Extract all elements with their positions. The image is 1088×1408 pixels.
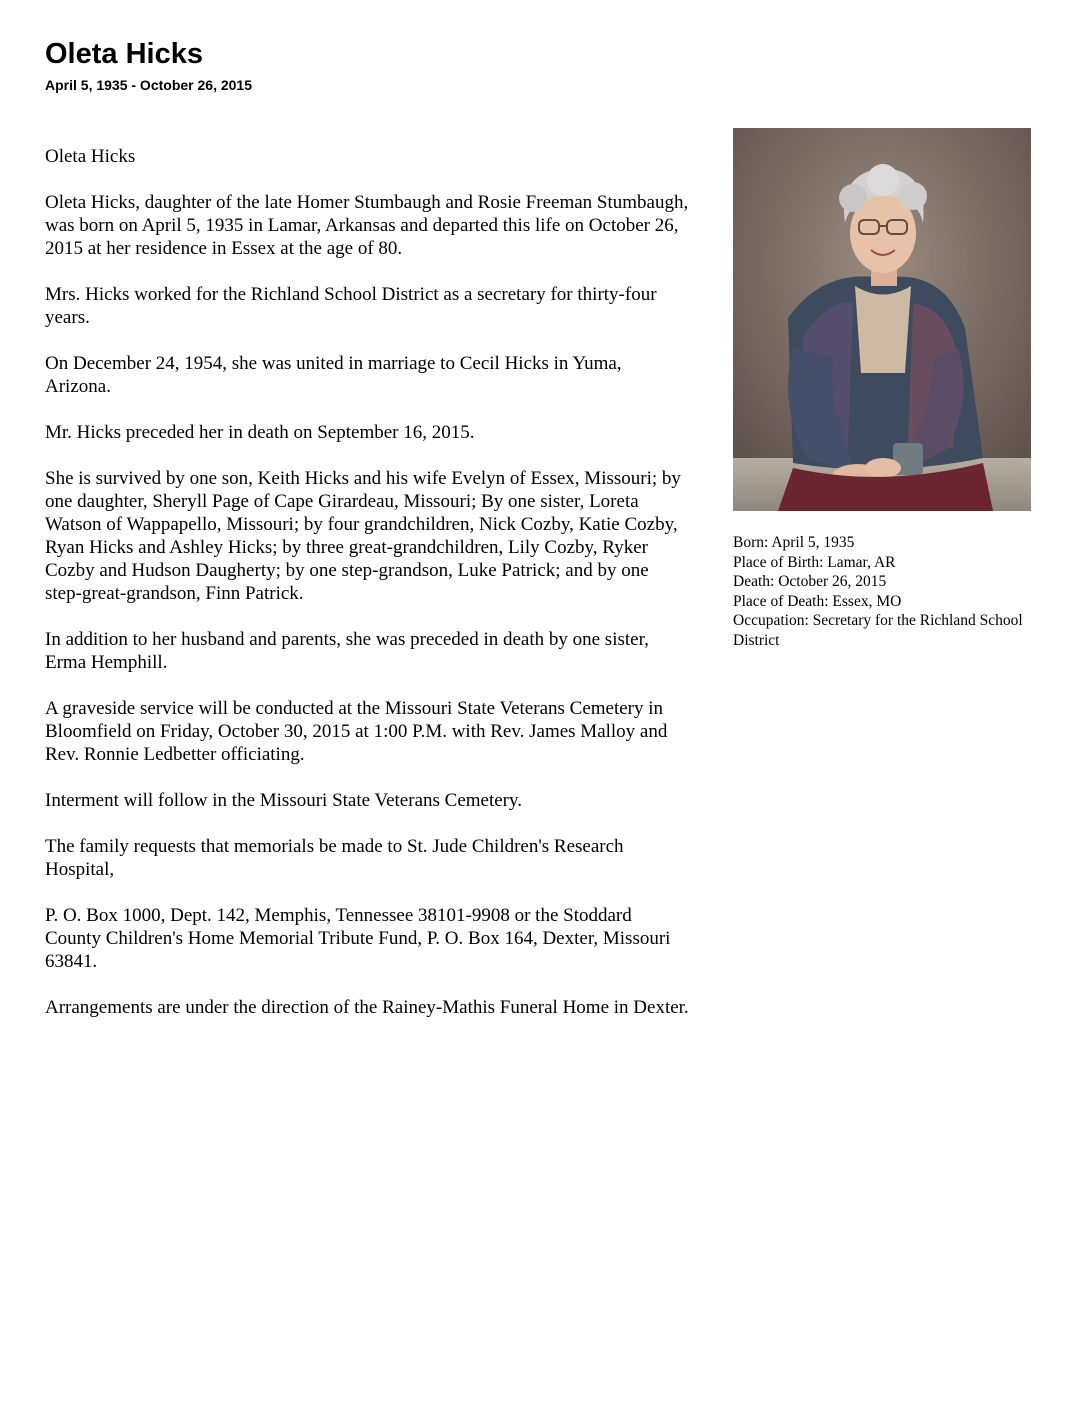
paragraph: P. O. Box 1000, Dept. 142, Memphis, Tennessee 38101-9908 or the Stoddard County Children's Home Memorial Tribute Fund, P. O. Box 164, Dexter, Missouri 63841.	[45, 905, 671, 972]
paragraph: Oleta Hicks, daughter of the late Homer Stumbaugh and Rosie Freeman Stumbaugh, was born on April 5, 1935 in Lamar, Arkansas and departed this life on October 26, 2015 at her residence in Essex at the age of 80.	[45, 192, 689, 259]
paragraph: Mr. Hicks preceded her in death on September 16, 2015.	[45, 422, 475, 443]
portrait-photo	[733, 128, 1031, 511]
fact-occupation: Occupation: Secretary for the Richland School District	[733, 612, 1023, 649]
paragraph: On December 24, 1954, she was united in marriage to Cecil Hicks in Yuma, Arizona.	[45, 353, 622, 397]
fact-born: Born: April 5, 1935	[733, 534, 855, 551]
fact-place-of-birth: Place of Birth: Lamar, AR	[733, 553, 896, 571]
paragraph: The family requests that memorials be made to St. Jude Children's Research Hospital,	[45, 836, 624, 880]
paragraph: Oleta Hicks	[45, 146, 136, 167]
page-title: Oleta Hicks	[45, 38, 203, 70]
paragraph: She is survived by one son, Keith Hicks and his wife Evelyn of Essex, Missouri; by one daughter, Sheryll Page of Cape Girardeau, Missouri; By one sister, Loreta Watson of Wappapello, Missouri; by four grandchildren, Nick Cozby, Katie Cozby, Ryan Hicks and Ashley Hicks; by three great-grandchildren, Lily Cozby, Ryker Cozby and Hudson Daugherty; by one step-grandson, Luke Patrick; and by one step-great-grandson, Finn Patrick.	[45, 468, 681, 604]
paragraph: A graveside service will be conducted at the Missouri State Veterans Cemetery in Bloomfield on Friday, October 30, 2015 at 1:00 P.M. with Rev. James Malloy and Rev. Ronnie Ledbetter officiating.	[45, 698, 668, 765]
fact-death: Death: October 26, 2015	[733, 573, 887, 590]
paragraph: In addition to her husband and parents, she was preceded in death by one sister, Erma Hemphill.	[45, 629, 649, 673]
obituary-header	[45, 36, 685, 94]
life-dates: April 5, 1935 - October 26, 2015	[45, 77, 252, 93]
paragraph: Arrangements are under the direction of the Rainey-Mathis Funeral Home in Dexter.	[45, 997, 689, 1018]
paragraph: Mrs. Hicks worked for the Richland School District as a secretary for thirty-four years.	[45, 284, 657, 328]
paragraph: Interment will follow in the Missouri State Veterans Cemetery.	[45, 790, 523, 811]
obituary-body	[45, 145, 690, 1042]
obituary-facts	[733, 533, 1033, 650]
fact-place-of-death: Place of Death: Essex, MO	[733, 592, 902, 610]
